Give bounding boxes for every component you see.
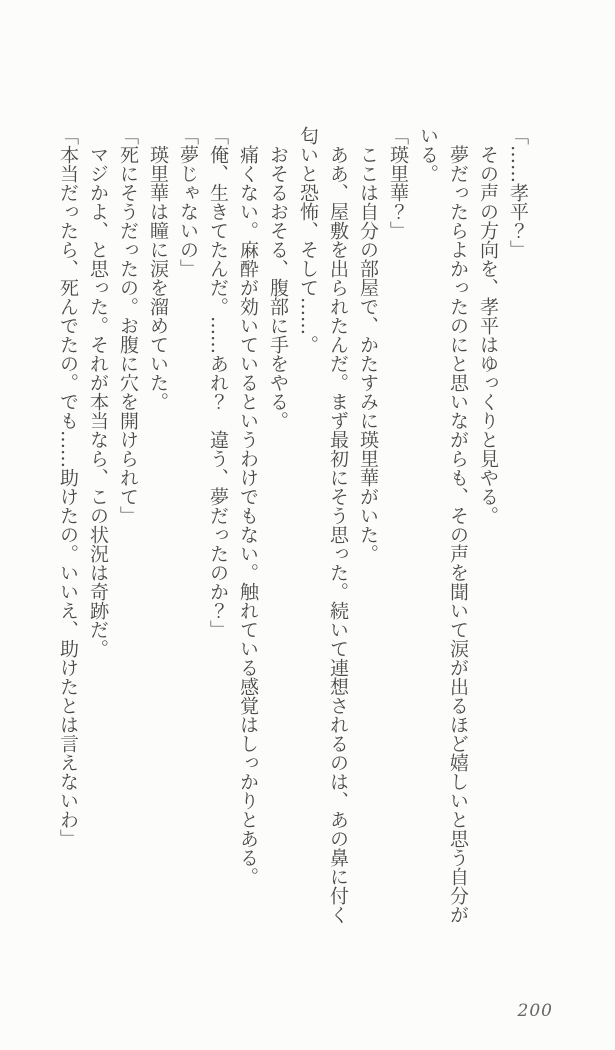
- dialogue-line: 「瑛里華？」: [387, 126, 409, 240]
- dialogue-line: 「夢じゃないの」: [177, 126, 199, 278]
- narration-line: 夢だったらよかったのにと思いながらも、その声を聞いて涙が出るほど嬉しいと思う自分がいる。: [417, 126, 469, 924]
- narration-line: おそるおそる、腹部に手をやる。: [267, 145, 289, 430]
- narration-line: 瑛里華は瞳に涙を溜めていた。: [147, 145, 169, 411]
- narration-line: その声の方向を、孝平はゆっくりと見やる。: [477, 145, 499, 525]
- page-number: 200: [517, 1001, 553, 1021]
- dialogue-line: 「俺、生きてたんだ。……あれ？ 違う、夢だったのか？」: [207, 126, 229, 639]
- vertical-text-block: [53, 126, 533, 926]
- narration-line: ここは自分の部屋で、かたすみに瑛里華がいた。: [357, 145, 379, 563]
- dialogue-line: 「……孝平？」: [507, 126, 529, 259]
- narration-line: マジかよ、と思った。それが本当なら、この状況は奇跡だ。: [87, 145, 109, 658]
- dialogue-line: 「死にそうだったの。お腹に穴を開けられて」: [117, 126, 139, 525]
- narration-line: 痛くない。麻酔が効いているというわけでもない。触れている感覚はしっかりとある。: [237, 145, 259, 886]
- dialogue-line: 「本当だったら、死んでたの。でも……助けたの。いいえ、助けたとは言えないわ」: [57, 126, 79, 848]
- narration-line: ああ、屋敷を出られたんだ。まず最初にそう思った。続いて連想されるのは、あの鼻に付く匂いと恐怖、そして……。: [297, 126, 349, 924]
